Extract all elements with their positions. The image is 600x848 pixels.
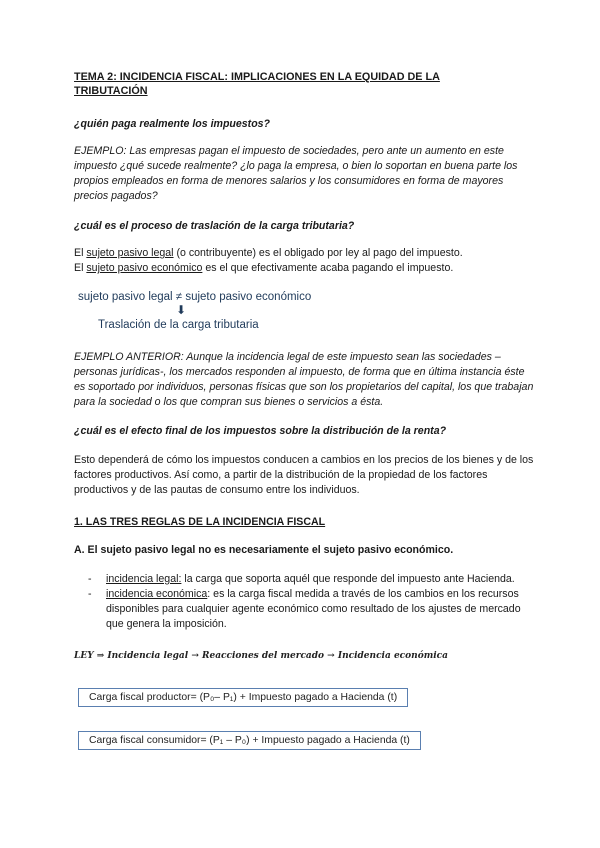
paragraph-distribucion: Esto dependerá de cómo los impuestos conducen a cambios en los precios de los bienes y de los factores productivos. Así como, a partir de la distribución de la propiedad de los factores productivos y de las pautas de consumo entre los individuos. [74,454,534,496]
paragraph-sujeto-legal [74,246,534,261]
doc-title [74,70,534,98]
carga-productor-box: Carga fiscal productor= (P₀– P₁) + Impuesto pagado a Hacienda (t) [78,688,408,707]
sub-a-heading: A. El sujeto pasivo legal no es necesariamente el sujeto pasivo económico. [74,544,454,556]
example-2: EJEMPLO ANTERIOR: Aunque la incidencia legal de este impuesto sean las sociedades –personas jurídicas-, los mercados responden al impuesto, de forma que en última instancia éste es soportado por individuos, personas físicas que son los propietarios del capital, los que trabajan para la sociedad o los que compran sus bienes o servicios a ésta. [74,351,534,408]
example-1: EJEMPLO: Las empresas pagan el impuesto de sociedades, pero ante un aumento en este impuesto ¿qué sucede realmente? ¿lo paga la empresa, o bien lo soportan en buena parte los propios empleados en forma de menores salarios y los consumidores en forma de mayores precios pagados? [74,145,518,202]
question-2: ¿cuál es el proceso de traslación de la carga tributaria? [74,220,355,232]
paragraph-sujeto-economico [74,261,534,276]
diagram-bottom-text: Traslación de la carga tributaria [98,319,259,331]
list-item-incidencia-legal [92,572,532,587]
carga-consumidor-box: Carga fiscal consumidor= (P₁ – P₀) + Impuesto pagado a Hacienda (t) [78,731,421,750]
arrow-down-icon: ⬇ [176,303,187,317]
econ-term: sujeto pasivo económico [86,262,203,274]
legal-post: (o contribuyente) es el obligado por ley al pago del impuesto. [173,247,463,259]
diagram-top-text: sujeto pasivo legal ≠ sujeto pasivo económico [78,291,312,303]
econ-pre: El [74,262,87,274]
def-text: : es la carga fiscal medida a través de los cambios en los recursos disponibles para cualquier agente económico como resultado de los ajustes de mercado que genera la imposición. [106,588,521,630]
list-item-incidencia-economica [92,587,532,632]
doc-title-line2: TRIBUTACIÓN [74,85,148,97]
def-term: incidencia legal: [106,573,182,585]
legal-term: sujeto pasivo legal [86,247,174,259]
question-3: ¿cuál es el efecto final de los impuestos sobre la distribución de la renta? [74,425,447,437]
section-1-heading: 1. LAS TRES REGLAS DE LA INCIDENCIA FISCAL [74,516,326,528]
ley-formula: LEY ⇒ Incidencia legal → Reacciones del mercado → Incidencia económica [74,651,448,661]
traslacion-diagram [78,290,378,334]
econ-post: es el que efectivamente acaba pagando el impuesto. [202,262,454,274]
legal-pre: El [74,247,87,259]
doc-title-line1: TEMA 2: INCIDENCIA FISCAL: IMPLICACIONES EN LA EQUIDAD DE LA [74,71,440,83]
question-1: ¿quién paga realmente los impuestos? [74,118,271,130]
def-text: la carga que soporta aquél que responde del impuesto ante Hacienda. [181,573,515,585]
def-term: incidencia económica [106,588,208,600]
definitions-list [92,572,532,632]
